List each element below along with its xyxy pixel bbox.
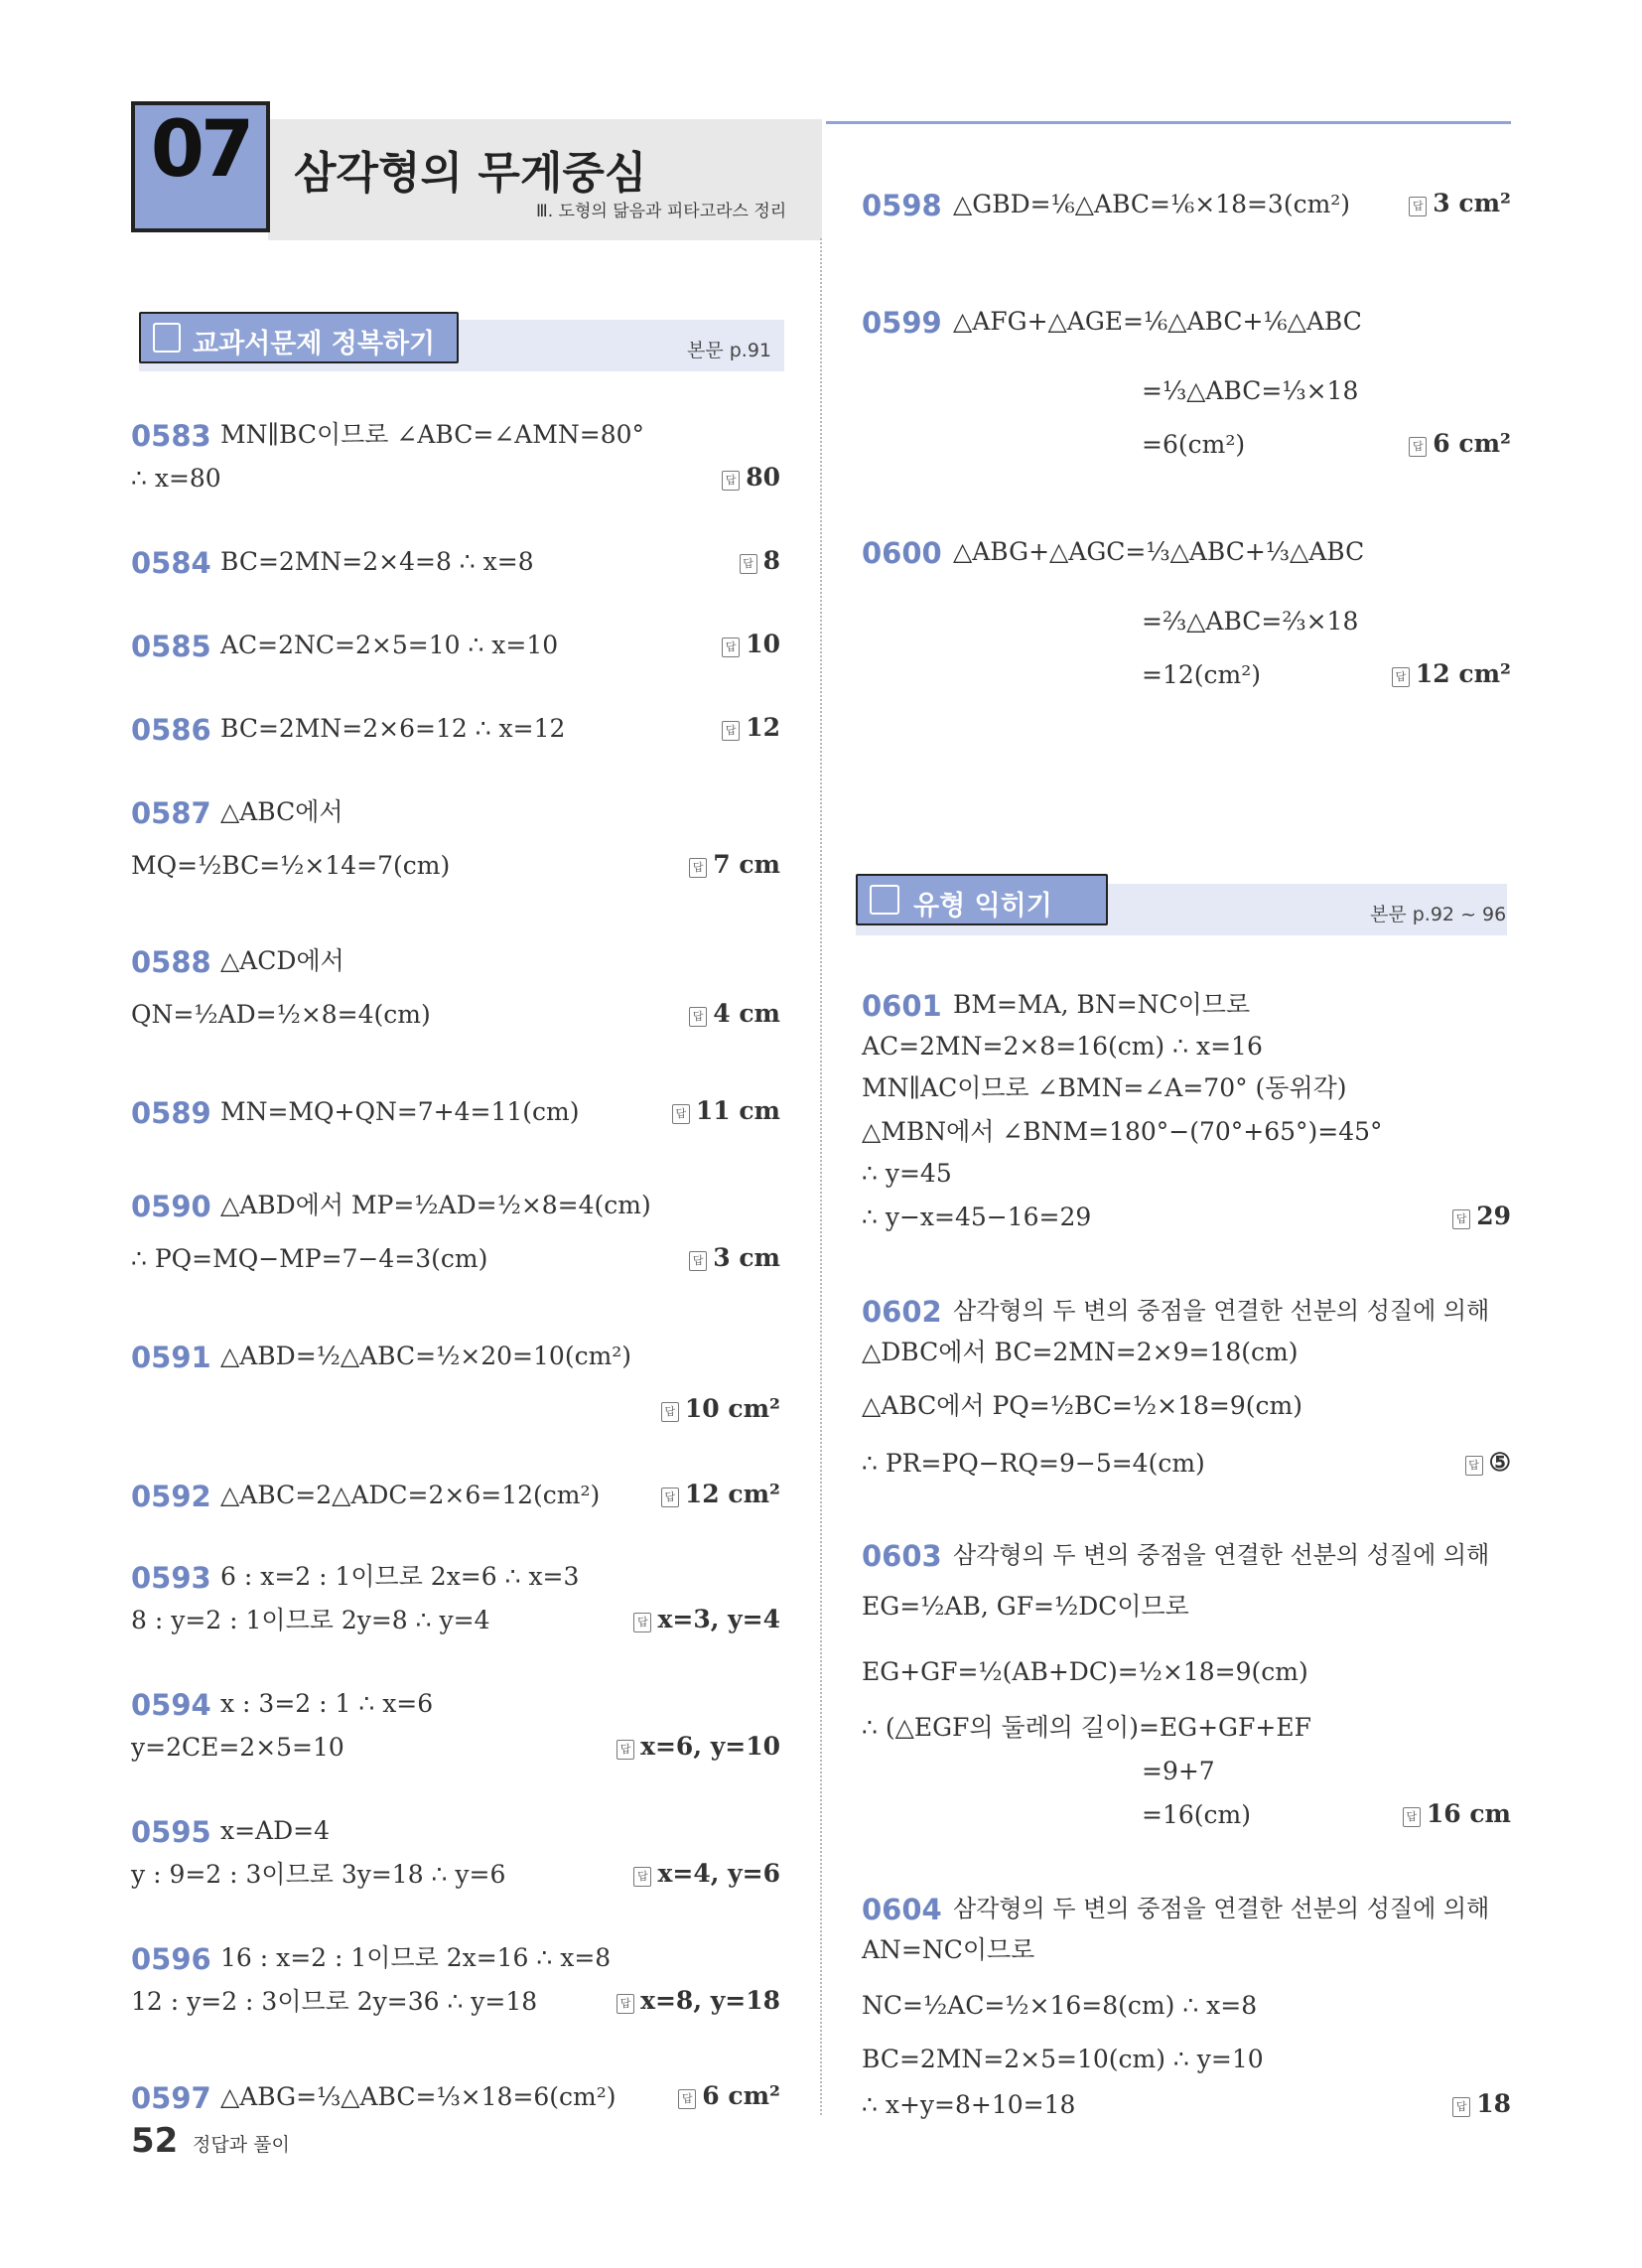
answer-value: 11 cm (695, 1096, 780, 1125)
solution-line: EG=½AB, GF=½DC이므로 (862, 1592, 1189, 1621)
answer-mark-icon: 답 (661, 1402, 679, 1422)
answer-value: 7 cm (713, 850, 780, 879)
footer-text: 정답과 풀이 (193, 2134, 290, 2156)
answer-value: 3 cm (713, 1243, 780, 1272)
section-tag-1 (139, 312, 459, 363)
solution-line: =6(cm²) (1142, 430, 1246, 459)
solution-line: ∴ x+y=8+10=18 (862, 2090, 1076, 2119)
solution-line: x : 3=2 : 1 ∴ x=6 (220, 1689, 434, 1718)
solution-line: ∴ (△EGF의 둘레의 길이)=EG+GF+EF (862, 1713, 1311, 1742)
answer (633, 1859, 780, 1888)
solution-line: BC=2MN=2×5=10(cm) ∴ y=10 (862, 2045, 1264, 2073)
solution-line: △GBD=⅙△ABC=⅙×18=3(cm²) (953, 190, 1351, 218)
answer (1403, 1799, 1511, 1828)
answer-value: 16 cm (1426, 1799, 1511, 1828)
solution-line: 12 : y=2 : 3이므로 2y=36 ∴ y=18 (131, 1987, 538, 2016)
solution-line: △ABC=2△ADC=2×6=12(cm²) (220, 1481, 601, 1509)
solution-line: MQ=½BC=½×14=7(cm) (131, 851, 451, 880)
problem-number: 0598 (862, 189, 942, 222)
answer (689, 999, 780, 1028)
problem-number: 0601 (862, 989, 942, 1023)
problem-number: 0595 (131, 1815, 211, 1849)
answer (616, 1732, 780, 1761)
section-page-ref-1: 본문 p.91 (687, 340, 772, 361)
solution-line: △MBN에서 ∠BNM=180°−(70°+65°)=45° (862, 1117, 1383, 1146)
answer-mark-icon: 답 (722, 721, 740, 741)
solution-line: △DBC에서 BC=2MN=2×9=18(cm) (862, 1338, 1299, 1366)
answer-mark-icon: 답 (616, 1740, 634, 1760)
solution-line: △ABD=½△ABC=½×20=10(cm²) (220, 1342, 632, 1370)
solution-line: ∴ PR=PQ−RQ=9−5=4(cm) (862, 1449, 1205, 1478)
problem-number: 0586 (131, 713, 211, 747)
chapter-number: 07 (150, 105, 251, 195)
solution-line: 삼각형의 두 변의 중점을 연결한 선분의 성질에 의해 (953, 1297, 1490, 1325)
solution-line: BC=2MN=2×4=8 ∴ x=8 (220, 547, 534, 576)
solution-line: 삼각형의 두 변의 중점을 연결한 선분의 성질에 의해 (953, 1541, 1490, 1569)
answer (1465, 1448, 1511, 1477)
answer-value: 10 cm² (684, 1394, 780, 1423)
answer-value: 3 cm² (1433, 189, 1511, 217)
answer-mark-icon: 답 (633, 1867, 651, 1887)
problem-number: 0587 (131, 796, 211, 830)
problem-number: 0585 (131, 630, 211, 663)
answer-mark-icon: 답 (661, 1488, 679, 1507)
answer-mark-icon: 답 (722, 638, 740, 657)
answer (616, 1986, 780, 2015)
solution-line: 8 : y=2 : 1이므로 2y=8 ∴ y=4 (131, 1606, 490, 1634)
solution-line: EG+GF=½(AB+DC)=½×18=9(cm) (862, 1657, 1308, 1686)
pencil-note-icon (153, 323, 181, 353)
solution-line: △ACD에서 (220, 946, 344, 975)
answer (740, 546, 780, 575)
solution-line: BC=2MN=2×6=12 ∴ x=12 (220, 714, 566, 743)
section-label-1: 교과서문제 정복하기 (193, 329, 436, 359)
solution-line: MN∥BC이므로 ∠ABC=∠AMN=80° (220, 420, 645, 449)
answer-mark-icon: 답 (722, 471, 740, 491)
problem-number: 0584 (131, 546, 211, 580)
solution-line: △ABD에서 MP=½AD=½×8=4(cm) (220, 1191, 651, 1219)
answer-mark-icon: 답 (1409, 197, 1427, 216)
answer (672, 1096, 780, 1125)
answer-value: x=4, y=6 (657, 1859, 780, 1888)
answer (1409, 429, 1511, 458)
answer (661, 1394, 780, 1423)
answer-mark-icon: 답 (1452, 2097, 1470, 2117)
answer-mark-icon: 답 (633, 1613, 651, 1632)
solution-line: =12(cm²) (1142, 660, 1261, 689)
solution-line: NC=½AC=½×16=8(cm) ∴ x=8 (862, 1991, 1258, 2020)
problem-number: 0603 (862, 1539, 942, 1573)
answer-value: x=8, y=18 (640, 1986, 780, 2015)
solution-line: △ABG+△AGC=⅓△ABC+⅓△ABC (953, 537, 1365, 566)
answer-mark-icon: 답 (689, 858, 707, 878)
problem-number: 0593 (131, 1561, 211, 1595)
problem-number: 0600 (862, 536, 942, 570)
answer-mark-icon: 답 (1465, 1456, 1483, 1476)
answer (678, 2081, 780, 2110)
answer-mark-icon: 답 (740, 554, 757, 574)
chapter-subtitle: Ⅲ. 도형의 닮음과 피타고라스 정리 (536, 202, 787, 221)
problem-number: 0583 (131, 419, 211, 453)
answer-value: 80 (746, 463, 780, 492)
solution-line: 6 : x=2 : 1이므로 2x=6 ∴ x=3 (220, 1562, 580, 1591)
chapter-title: 삼각형의 무게중심 (294, 148, 647, 199)
problem-number: 0588 (131, 945, 211, 979)
answer-mark-icon: 답 (672, 1104, 690, 1124)
solution-line: 16 : x=2 : 1이므로 2x=16 ∴ x=8 (220, 1943, 612, 1972)
answer (1452, 1202, 1511, 1230)
solution-line: ∴ y=45 (862, 1159, 952, 1188)
solution-line: BM=MA, BN=NC이므로 (953, 990, 1251, 1019)
solution-line: x=AD=4 (220, 1816, 330, 1845)
answer (661, 1480, 780, 1508)
solution-line: =⅔△ABC=⅔×18 (1142, 607, 1359, 636)
top-rule (826, 121, 1511, 124)
solution-line: △ABC에서 PQ=½BC=½×18=9(cm) (862, 1391, 1302, 1420)
answer-mark-icon: 답 (689, 1251, 707, 1271)
answer-value: x=3, y=4 (657, 1605, 780, 1633)
answer-value: x=6, y=10 (640, 1732, 780, 1761)
answer-value: 29 (1476, 1202, 1511, 1230)
page-number: 52 (131, 2121, 179, 2161)
answer-mark-icon: 답 (1392, 667, 1410, 687)
answer-value: 6 cm² (702, 2081, 780, 2110)
solution-line: MN=MQ+QN=7+4=11(cm) (220, 1097, 580, 1126)
answer-value: 12 (746, 713, 780, 742)
answer (633, 1605, 780, 1633)
answer-mark-icon: 답 (1409, 437, 1427, 457)
section-label-2: 유형 익히기 (913, 891, 1052, 921)
solution-line: ∴ y−x=45−16=29 (862, 1203, 1092, 1231)
answer-value: 10 (746, 630, 780, 658)
problem-number: 0597 (131, 2081, 211, 2115)
solution-line: =⅓△ABC=⅓×18 (1142, 376, 1359, 405)
problem-number: 0592 (131, 1480, 211, 1513)
solution-line: ∴ PQ=MQ−MP=7−4=3(cm) (131, 1244, 488, 1273)
answer (1452, 2089, 1511, 2118)
section-tag-2 (856, 874, 1108, 925)
problem-number: 0590 (131, 1190, 211, 1223)
answer-mark-icon: 답 (689, 1007, 707, 1027)
answer-mark-icon: 답 (678, 2089, 696, 2109)
answer (1392, 659, 1511, 688)
solution-line: y : 9=2 : 3이므로 3y=18 ∴ y=6 (131, 1860, 506, 1889)
solution-line: AN=NC이므로 (862, 1935, 1035, 1964)
answer-mark-icon: 답 (1403, 1807, 1421, 1827)
column-divider (820, 238, 822, 2115)
answer-value: 8 (762, 546, 780, 575)
answer-value: ⑤ (1488, 1448, 1511, 1477)
answer (722, 713, 780, 742)
answer-value: 4 cm (713, 999, 780, 1028)
answer-mark-icon: 답 (1452, 1209, 1470, 1229)
answer (689, 1243, 780, 1272)
solution-line: =16(cm) (1142, 1800, 1251, 1829)
problem-number: 0596 (131, 1942, 211, 1976)
solution-line: △ABG=⅓△ABC=⅓×18=6(cm²) (220, 2082, 616, 2111)
answer-mark-icon: 답 (616, 1994, 634, 2014)
solution-line: ∴ x=80 (131, 464, 221, 493)
answer (689, 850, 780, 879)
problem-number: 0589 (131, 1096, 211, 1130)
solution-line: QN=½AD=½×8=4(cm) (131, 1000, 431, 1029)
problem-number: 0591 (131, 1341, 211, 1374)
answer-value: 6 cm² (1433, 429, 1511, 458)
answer (722, 463, 780, 492)
solution-line: MN∥AC이므로 ∠BMN=∠A=70° (동위각) (862, 1073, 1347, 1102)
solution-line: =9+7 (1142, 1757, 1215, 1785)
solution-line: △AFG+△AGE=⅙△ABC+⅙△ABC (953, 307, 1362, 336)
answer-value: 12 cm² (1415, 659, 1511, 688)
answer-value: 18 (1476, 2089, 1511, 2118)
solution-line: AC=2NC=2×5=10 ∴ x=10 (220, 631, 559, 659)
problem-number: 0604 (862, 1893, 942, 1926)
answer-value: 12 cm² (684, 1480, 780, 1508)
answer (722, 630, 780, 658)
solution-line: AC=2MN=2×8=16(cm) ∴ x=16 (862, 1032, 1263, 1061)
section-page-ref-2: 본문 p.92 ~ 96 (1370, 904, 1507, 925)
problem-number: 0599 (862, 306, 942, 340)
notebook-icon (870, 885, 899, 915)
solution-line: y=2CE=2×5=10 (131, 1733, 344, 1762)
solution-line: 삼각형의 두 변의 중점을 연결한 선분의 성질에 의해 (953, 1895, 1490, 1922)
answer (1409, 189, 1511, 217)
problem-number: 0594 (131, 1688, 211, 1722)
solution-line: △ABC에서 (220, 797, 343, 826)
problem-number: 0602 (862, 1295, 942, 1329)
